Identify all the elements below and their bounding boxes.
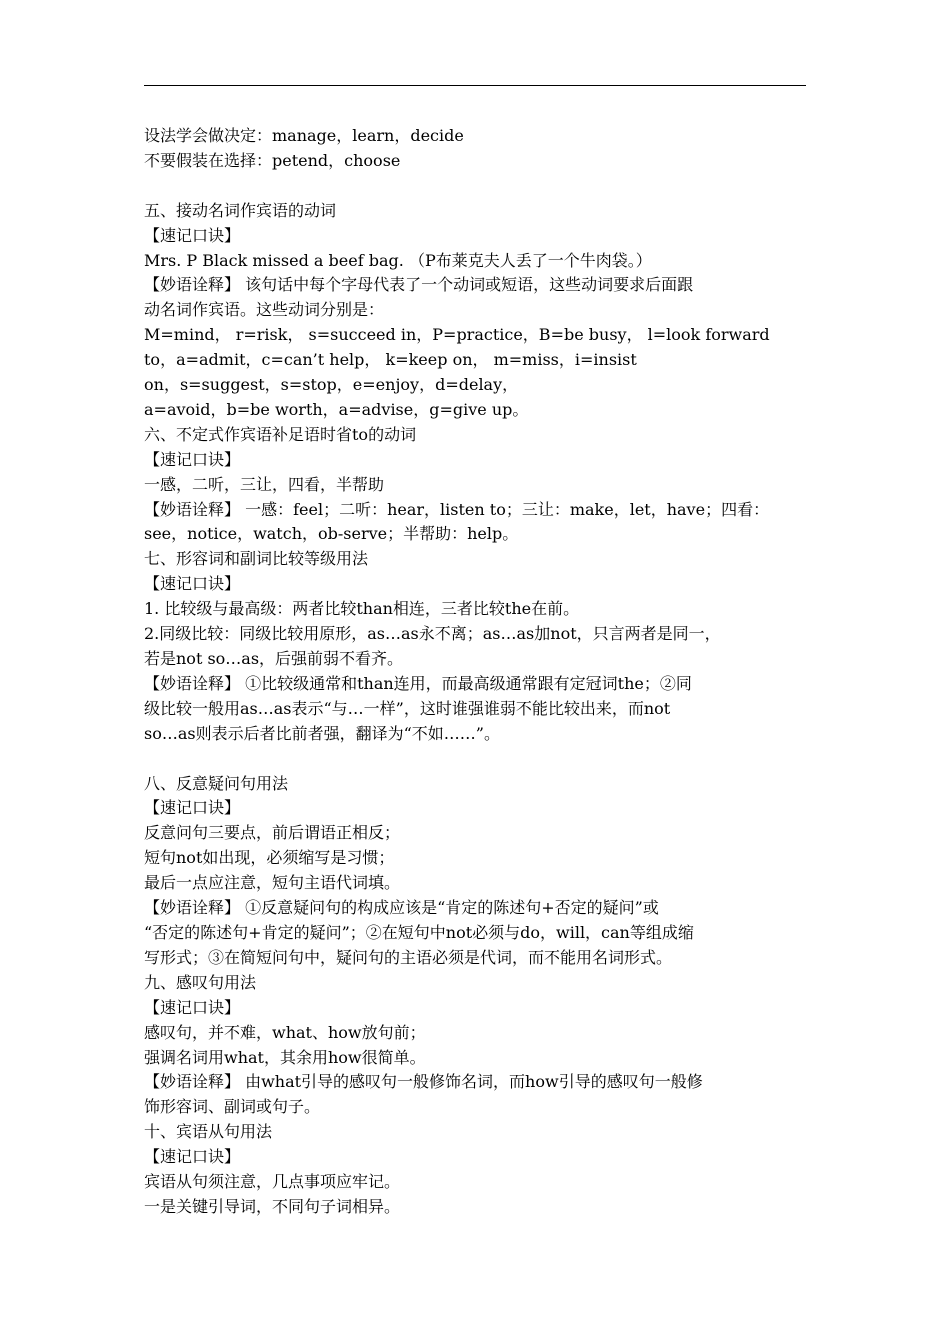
text-line: Mrs. P Black missed a beef bag. （P布莱克夫人丢了一个牛肉袋。） [144, 250, 652, 270]
text-line: 1. 比较级与最高级：两者比较than相连，三者比较the在前。 [144, 599, 580, 619]
mnemonic-label: 【速记口诀】 [144, 1147, 241, 1167]
section-heading: 九、感叹句用法 [144, 972, 257, 992]
blank-line [144, 174, 806, 199]
text-line: so…as则表示后者比前者强，翻译为“不如……”。 [144, 723, 500, 743]
text-line: M=mind， r=risk， s=succeed in，P=practice，B=be busy， l=look forward [144, 325, 770, 345]
explanation-line: 【妙语诠释】 ①比较级通常和than连用，而最高级通常跟有定冠词the；②同 [144, 673, 692, 693]
section-heading: 六、不定式作宾语补足语时省to的动词 [144, 424, 417, 444]
text-line: 一是关键引导词，不同句子词相异。 [144, 1196, 401, 1216]
text-line: 动名词作宾语。这些动词分别是： [144, 300, 385, 320]
mnemonic-label: 【速记口诀】 [144, 225, 241, 245]
section-heading: 五、接动名词作宾语的动词 [144, 200, 337, 220]
text-line: “否定的陈述句+肯定的疑问”；②在短句中not必须与do，will，can等组成缩 [144, 922, 694, 942]
blank-line [144, 747, 806, 772]
text-line: 不要假装在选择：petend，choose [144, 150, 401, 170]
mnemonic-label: 【速记口诀】 [144, 798, 241, 818]
mnemonic-label: 【速记口诀】 [144, 449, 241, 469]
text-line: 设法学会做决定：manage，learn，decide [144, 126, 464, 145]
section-heading: 七、形容词和副词比较等级用法 [144, 549, 369, 569]
text-line: 强调名词用what，其余用how很简单。 [144, 1047, 426, 1067]
text-line: 若是not so…as，后强前弱不看齐。 [144, 649, 404, 669]
text-line: a=avoid，b=be worth，a=advise，g=give up。 [144, 399, 529, 419]
text-line: 一感，二听，三让，四看，半帮助 [144, 474, 385, 494]
explanation-line: 【妙语诠释】 一感：feel；二听：hear，listen to；三让：make，let，have；四看： [144, 499, 770, 519]
text-line: see，notice，watch，ob-serve；半帮助：help。 [144, 524, 519, 544]
mnemonic-label: 【速记口诀】 [144, 997, 241, 1017]
text-line: 反意问句三要点，前后谓语正相反； [144, 823, 401, 843]
explanation-line: 【妙语诠释】 由what引导的感叹句一般修饰名词，而how引导的感叹句一般修 [144, 1072, 703, 1092]
text-line: 短句not如出现，必须缩写是习惯； [144, 848, 395, 868]
text-line: 级比较一般用as…as表示“与…一样”，这时谁强谁弱不能比较出来，而not [144, 698, 671, 718]
document-body [144, 124, 806, 1220]
text-line: 宾语从句须注意，几点事项应牢记。 [144, 1172, 401, 1192]
section-heading: 十、宾语从句用法 [144, 1122, 273, 1142]
header-rule [144, 85, 806, 86]
text-line: 2.同级比较：同级比较用原形，as…as永不离；as…as加not，只言两者是同一， [144, 624, 721, 644]
text-line: 饰形容词、副词或句子。 [144, 1097, 321, 1117]
text-line: to，a=admit，c=can’t help， k=keep on， m=miss，i=insist [144, 350, 637, 370]
explanation-line: 【妙语诠释】 ①反意疑问句的构成应该是“肯定的陈述句+否定的疑问”或 [144, 898, 659, 918]
mnemonic-label: 【速记口诀】 [144, 574, 241, 594]
text-line: 感叹句，并不难，what、how放句前； [144, 1022, 426, 1042]
explanation-line: 【妙语诠释】 该句话中每个字母代表了一个动词或短语，这些动词要求后面跟 [144, 275, 694, 295]
text-line: 写形式；③在简短问句中，疑问句的主语必须是代词，而不能用名词形式。 [144, 947, 673, 967]
text-line: 最后一点应注意，短句主语代词填。 [144, 873, 401, 893]
text-line: on，s=suggest，s=stop，e=enjoy，d=delay， [144, 375, 519, 395]
section-heading: 八、反意疑问句用法 [144, 773, 289, 793]
